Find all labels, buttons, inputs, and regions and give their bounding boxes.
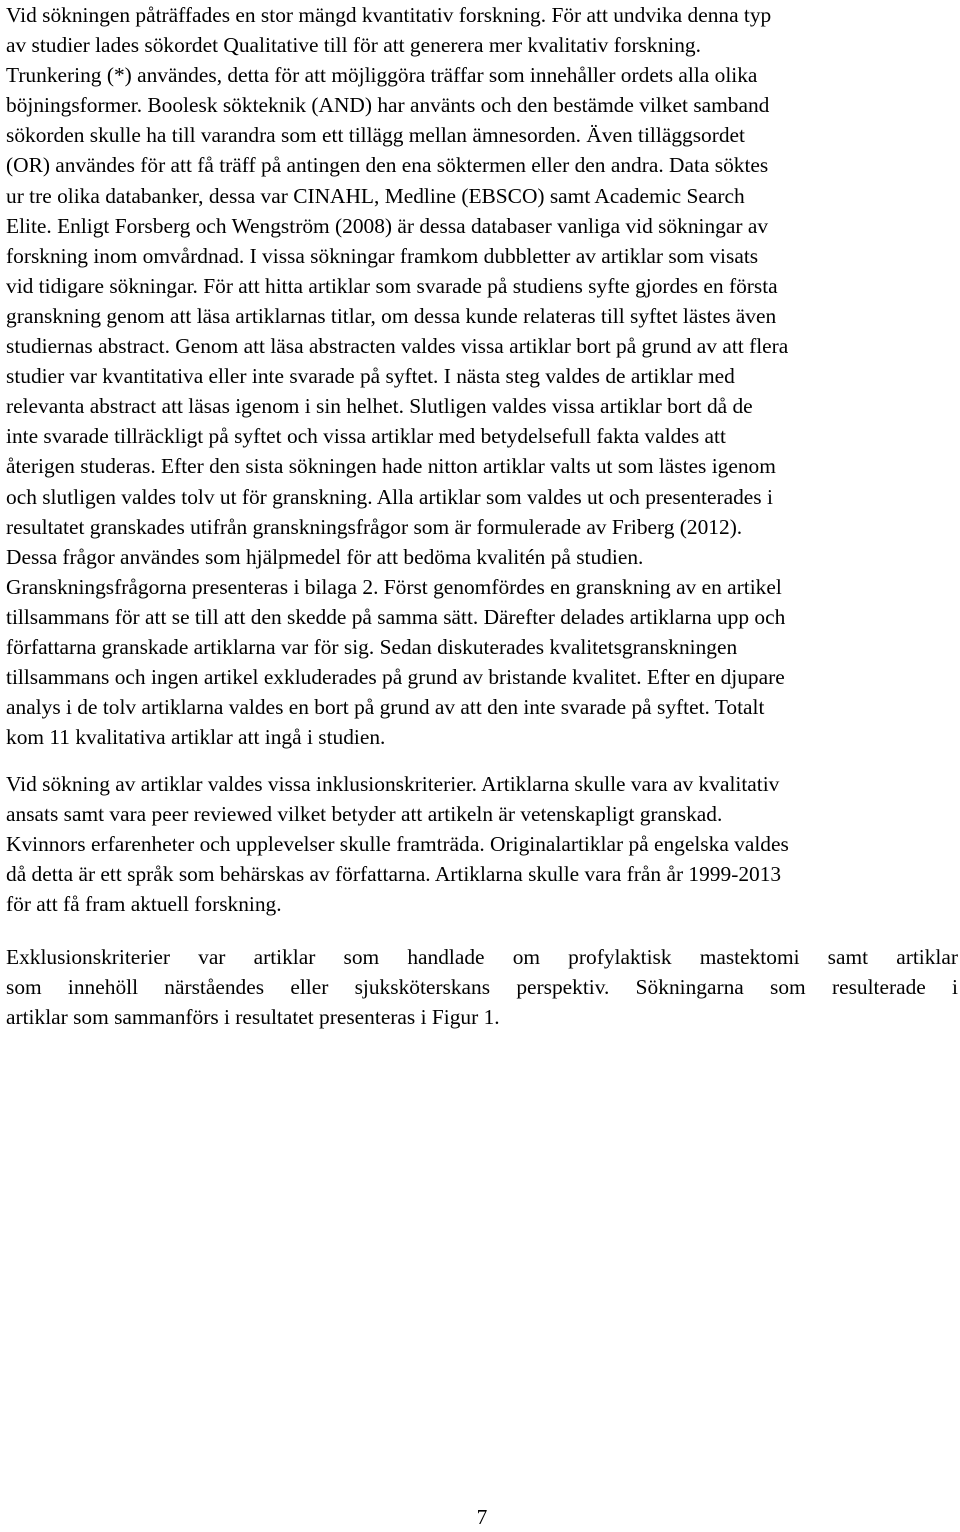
text-line: Exklusionskriterier var artiklar som handlade om profylaktisk mastektomi samt artiklar xyxy=(6,945,958,969)
text-line: och slutligen valdes tolv ut för granskning. Alla artiklar som valdes ut och presenterades i xyxy=(6,484,773,509)
text-line: kom 11 kvalitativa artiklar att ingå i studien. xyxy=(6,725,386,750)
text-line: tillsammans för att se till att den skedde på samma sätt. Därefter delades artiklarna upp och xyxy=(6,604,786,629)
text-line: sökorden skulle ha till varandra som ett tillägg mellan ämnesorden. Även tilläggsordet xyxy=(6,123,745,148)
text-line: artiklar som sammanförs i resultatet presenteras i Figur 1. xyxy=(6,1005,500,1030)
text-line: relevanta abstract att läsas igenom i sin helhet. Slutligen valdes vissa artiklar bort då de xyxy=(6,394,753,419)
text-line: studiernas abstract. Genom att läsa abstracten valdes vissa artiklar bort på grund av att flera xyxy=(6,334,789,359)
text-line: granskning genom att läsa artiklarnas titlar, om dessa kunde relateras till syftet lästes även xyxy=(6,303,777,328)
text-line: Vid sökning av artiklar valdes vissa inklusionskriterier. Artiklarna skulle vara av kvalitativ xyxy=(6,772,780,796)
text-line: Vid sökningen påträffades en stor mängd kvantitativ forskning. För att undvika denna typ xyxy=(6,3,772,27)
text-line: som innehöll närståendes eller sjuksköterskans perspektiv. Sökningarna som resulterade i xyxy=(6,975,958,1000)
text-line: forskning inom omvårdnad. I vissa sökningar framkom dubbletter av artiklar som visats xyxy=(6,243,759,268)
page-number: 7 xyxy=(476,1505,488,1529)
paragraph-search-method xyxy=(6,0,788,752)
text-line: författarna granskade artiklarna var för sig. Sedan diskuterades kvalitetsgranskningen xyxy=(6,634,738,659)
text-line: av studier lades sökordet Qualitative till för att generera mer kvalitativ forskning. xyxy=(6,33,701,58)
document-page xyxy=(6,0,958,1532)
text-line: Elite. Enligt Forsberg och Wengström (2008) är dessa databaser vanliga vid sökningar av xyxy=(6,213,769,238)
paragraph-exclusion-criteria xyxy=(6,942,958,1032)
text-line: tillsammans och ingen artikel exkluderades på grund av bristande kvalitet. Efter en djupare xyxy=(6,665,785,690)
text-line: resultatet granskades utifrån granskningsfrågor som är formulerade av Friberg (2012). xyxy=(6,514,743,539)
text-line: för att få fram aktuell forskning. xyxy=(6,892,282,917)
paragraph-inclusion-criteria xyxy=(6,769,789,919)
text-line: inte svarade tillräckligt på syftet och vissa artiklar med betydelsefull fakta valdes att xyxy=(6,424,726,449)
text-line: ur tre olika databanker, dessa var CINAHL, Medline (EBSCO) samt Academic Search xyxy=(6,183,745,208)
text-line: böjningsformer. Boolesk sökteknik (AND) har använts och den bestämde vilket samband xyxy=(6,93,770,118)
text-line: vid tidigare sökningar. För att hitta artiklar som svarade på studiens syfte gjordes en första xyxy=(6,273,778,298)
text-line: återigen studeras. Efter den sista sökningen hade nitton artiklar valts ut som lästes igenom xyxy=(6,454,776,479)
text-line: analys i de tolv artiklarna valdes en bort på grund av att den inte svarade på syftet. Totalt xyxy=(6,695,765,720)
text-line: (OR) användes för att få träff på antingen den ena söktermen eller den andra. Data söktes xyxy=(6,153,769,178)
text-line: Granskningsfrågorna presenteras i bilaga 2. Först genomfördes en granskning av en artikel xyxy=(6,574,782,599)
text-line: Kvinnors erfarenheter och upplevelser skulle framträda. Originalartiklar på engelska valdes xyxy=(6,832,789,857)
text-line: ansats samt vara peer reviewed vilket betyder att artikeln är vetenskapligt granskad. xyxy=(6,802,723,827)
text-line: Dessa frågor användes som hjälpmedel för att bedöma kvalitén på studien. xyxy=(6,544,644,569)
text-line: Trunkering (*) användes, detta för att möjliggöra träffar som innehåller ordets alla olika xyxy=(6,63,758,88)
text-line: studier var kvantitativa eller inte svarade på syftet. I nästa steg valdes de artiklar med xyxy=(6,364,735,389)
text-line: då detta är ett språk som behärskas av författarna. Artiklarna skulle vara från år 1999-2013 xyxy=(6,862,782,887)
